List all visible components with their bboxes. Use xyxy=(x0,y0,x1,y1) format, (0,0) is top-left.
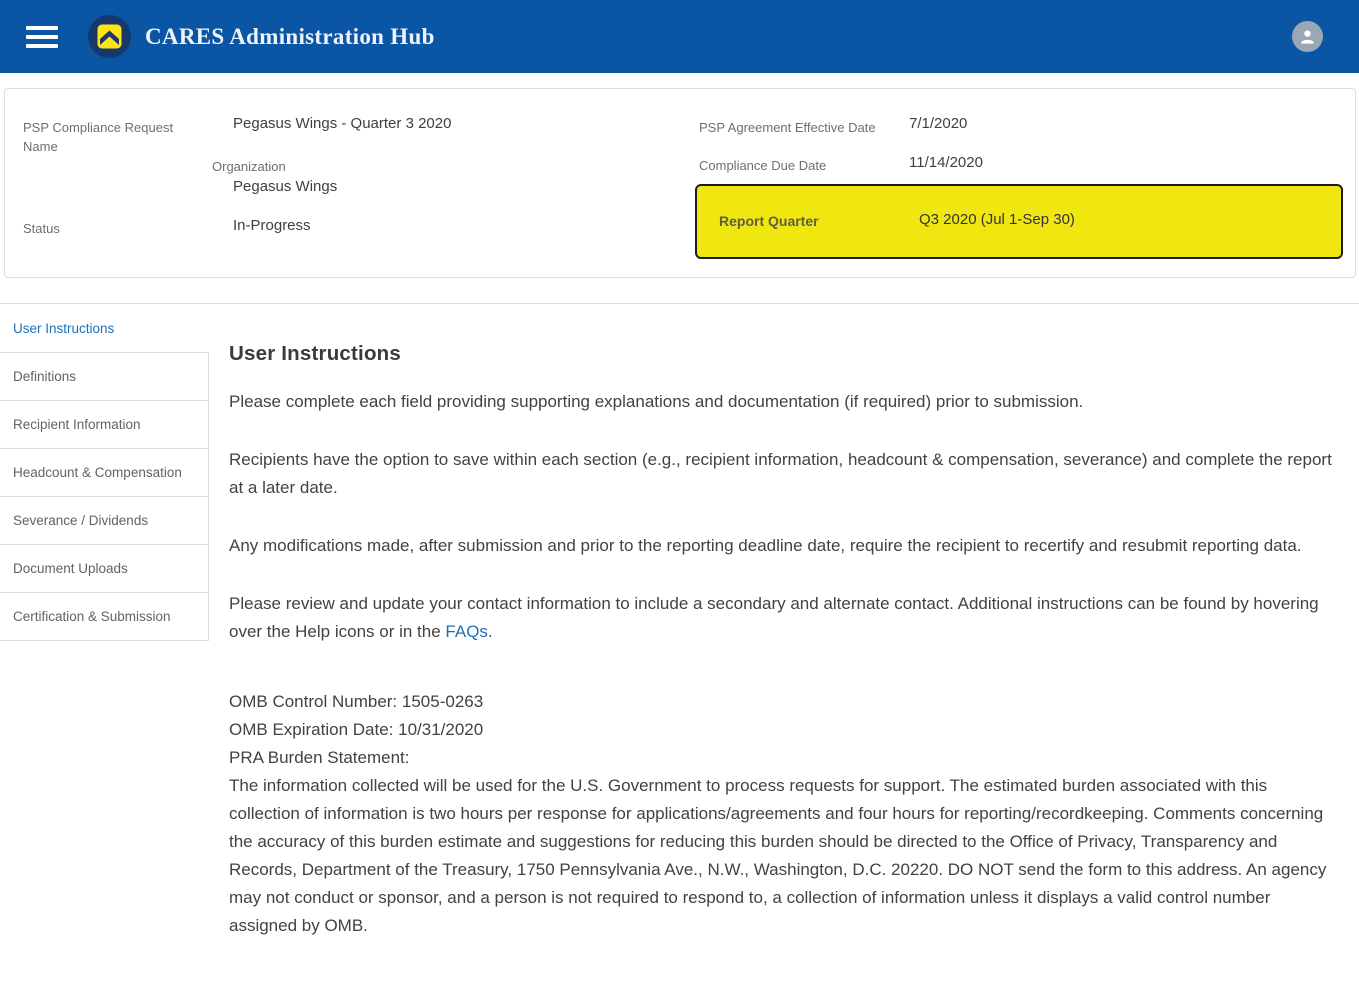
instructions-paragraph-2: Recipients have the option to save within each section (e.g., recipient information, headcount & compensation, severance) and complete the report at a later date. xyxy=(229,450,1332,497)
report-quarter-label: Report Quarter xyxy=(719,213,819,229)
sidebar-item-user-instructions[interactable]: User Instructions xyxy=(0,304,209,352)
report-body-section xyxy=(0,303,1359,995)
main-content xyxy=(229,342,1342,940)
sidebar-group xyxy=(0,352,209,641)
paragraph-4-text: Please review and update your contact information to include a secondary and alternate contact. Additional instructions can be found by hovering over the Help icons or in the xyxy=(229,594,1319,641)
omb-expiration-date: OMB Expiration Date: 10/31/2020 xyxy=(229,720,484,739)
agreement-date-label: PSP Agreement Effective Date xyxy=(699,120,876,135)
agreement-date-value: 7/1/2020 xyxy=(909,115,968,132)
user-avatar-icon[interactable] xyxy=(1292,21,1323,52)
app-header xyxy=(0,0,1359,73)
report-quarter-highlight xyxy=(695,184,1343,259)
sidebar-item-certification-submission[interactable]: Certification & Submission xyxy=(0,592,208,640)
sidebar-item-recipient-information[interactable]: Recipient Information xyxy=(0,400,208,448)
organization-value: Pegasus Wings xyxy=(233,178,338,195)
faqs-link[interactable]: FAQs xyxy=(445,622,488,641)
section-nav xyxy=(0,304,209,641)
status-value: In-Progress xyxy=(233,217,311,234)
compliance-summary-card xyxy=(4,88,1356,278)
sidebar-item-definitions[interactable]: Definitions xyxy=(0,352,208,400)
instructions-paragraph-1: Please complete each field providing supporting explanations and documentation (if required) prior to submission. xyxy=(229,392,1084,411)
organization-label: Organization xyxy=(212,159,286,174)
shield-chevron-logo-icon xyxy=(88,15,131,58)
sidebar-item-document-uploads[interactable]: Document Uploads xyxy=(0,544,208,592)
sidebar-item-severance-dividends[interactable]: Severance / Dividends xyxy=(0,496,208,544)
sidebar-item-headcount-compensation[interactable]: Headcount & Compensation xyxy=(0,448,208,496)
instructions-paragraph-4 xyxy=(229,590,1342,646)
app-title: CARES Administration Hub xyxy=(145,23,435,49)
omb-control-number: OMB Control Number: 1505-0263 xyxy=(229,692,484,711)
pra-burden-label: PRA Burden Statement: xyxy=(229,748,410,767)
request-name-label: PSP Compliance Request Name xyxy=(23,120,174,154)
instructions-paragraph-3: Any modifications made, after submission and prior to the reporting deadline date, require the recipient to recertify and resubmit reporting data. xyxy=(229,536,1302,555)
paragraph-4-period: . xyxy=(487,622,493,641)
hamburger-menu-icon[interactable] xyxy=(26,26,58,48)
omb-pra-block xyxy=(229,688,1342,940)
due-date-value: 11/14/2020 xyxy=(909,154,983,171)
status-label: Status xyxy=(23,221,60,236)
report-quarter-value: Q3 2020 (Jul 1-Sep 30) xyxy=(919,211,1075,228)
due-date-label: Compliance Due Date xyxy=(699,158,827,173)
request-name-value: Pegasus Wings - Quarter 3 2020 xyxy=(233,115,452,132)
pra-burden-text: The information collected will be used for the U.S. Government to process requests for support. The estimated burden associated with this collection of information is two hours per response for applications/agreements and four hours for reporting/recordkeeping. Comments concerning the accuracy of this burden estimate and suggestions for reducing this burden should be directed to the Office of Privacy, Transparency and Records, Department of the Treasury, 1750 Pennsylvania Ave., N.W., Washington, D.C. 20220. DO NOT send the form to this address. An agency may not conduct or sponsor, and a person is not required to respond to, a collection of information unless it displays a valid control number assigned by OMB. xyxy=(229,776,1327,935)
page-title: User Instructions xyxy=(229,342,401,365)
